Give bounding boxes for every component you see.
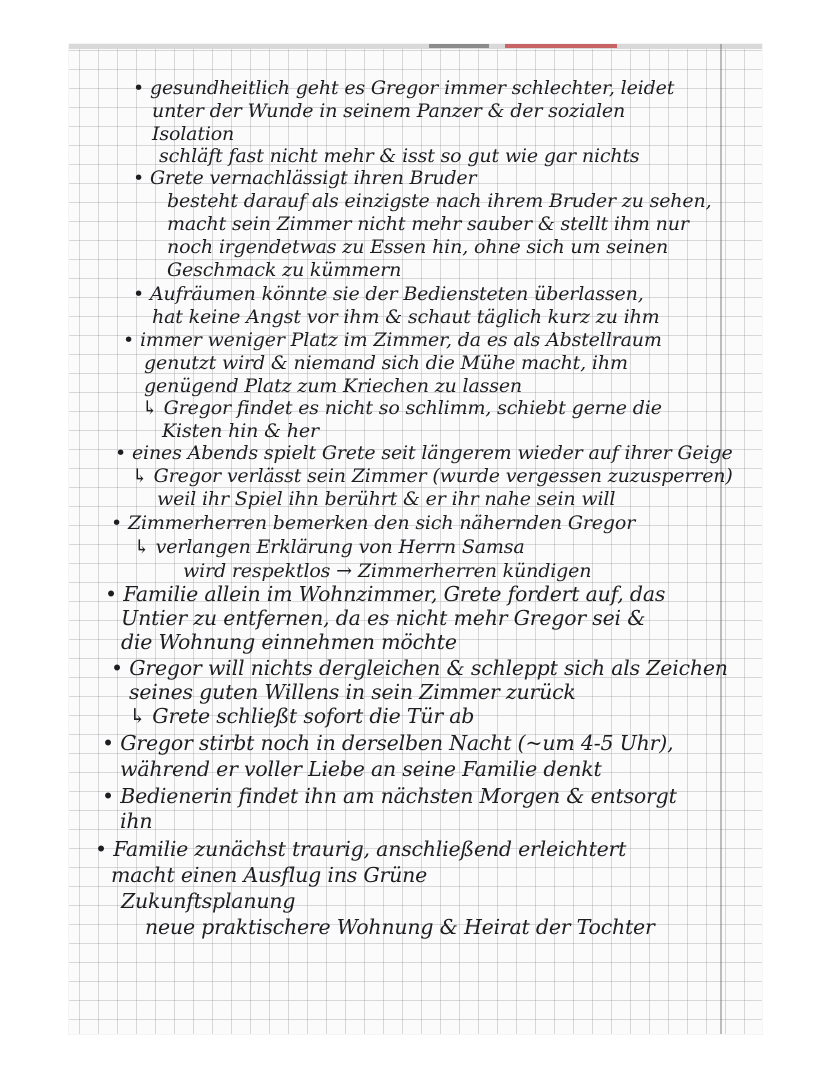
- note-line: hat keine Angst vor ihm & schaut täglich kurz zu ihm: [152, 306, 660, 328]
- note-line: macht sein Zimmer nicht mehr sauber & stellt ihm nur: [167, 213, 689, 235]
- note-line: weil ihr Spiel ihn berührt & er ihr nahe sein will: [157, 488, 616, 510]
- note-line: • gesundheitlich geht es Gregor immer schlechter, leidet: [133, 77, 675, 99]
- note-line: ↳ Gregor verlässt sein Zimmer (wurde vergessen zuzusperren): [132, 465, 733, 487]
- note-line: Geschmack zu kümmern: [167, 259, 402, 281]
- page-margin-line: [720, 44, 722, 1034]
- note-line: • Familie allein im Wohnzimmer, Grete fordert auf, das: [105, 582, 666, 606]
- page-top-mark-red: [505, 44, 617, 48]
- note-line: • immer weniger Platz im Zimmer, da es als Abstellraum: [123, 329, 662, 351]
- note-line: Kisten hin & her: [162, 420, 319, 442]
- note-line: wird respektlos → Zimmerherren kündigen: [183, 560, 592, 582]
- note-line: während er voller Liebe an seine Familie denkt: [120, 757, 602, 781]
- note-line: seines guten Willens in sein Zimmer zurück: [129, 680, 576, 704]
- page-top-edge: [69, 44, 762, 49]
- note-line: macht einen Ausflug ins Grüne: [111, 863, 428, 887]
- note-line: Isolation: [152, 123, 235, 145]
- note-line: • eines Abends spielt Grete seit längerem wieder auf ihrer Geige: [115, 442, 733, 464]
- note-line: • Bedienerin findet ihn am nächsten Morgen & entsorgt: [102, 784, 677, 808]
- note-line: ↳ Gregor findet es nicht so schlimm, schiebt gerne die: [142, 397, 662, 419]
- note-line: die Wohnung einnehmen möchte: [121, 630, 457, 654]
- note-line: genutzt wird & niemand sich die Mühe macht, ihm: [144, 352, 628, 374]
- note-line: neue praktischere Wohnung & Heirat der Tochter: [145, 915, 655, 939]
- notebook-page: [69, 44, 762, 1034]
- note-line: • Gregor will nichts dergleichen & schleppt sich als Zeichen: [111, 656, 728, 680]
- note-line: Untier zu entfernen, da es nicht mehr Gregor sei &: [121, 606, 646, 630]
- note-line: • Grete vernachlässigt ihren Bruder: [133, 167, 477, 189]
- note-line: genügend Platz zum Kriechen zu lassen: [144, 375, 523, 397]
- page-top-mark-gray: [429, 44, 489, 48]
- note-line: ↳ verlangen Erklärung von Herrn Samsa: [134, 536, 525, 558]
- note-line: • Familie zunächst traurig, anschließend erleichtert: [95, 837, 627, 861]
- note-line: ↳ Grete schließt sofort die Tür ab: [129, 704, 475, 728]
- note-line: schläft fast nicht mehr & isst so gut wie gar nichts: [159, 145, 640, 167]
- note-line: • Aufräumen könnte sie der Bediensteten überlassen,: [133, 283, 644, 305]
- note-line: ihn: [120, 809, 153, 833]
- note-line: besteht darauf als einzigste nach ihrem Bruder zu sehen,: [167, 190, 712, 212]
- note-line: Zukunftsplanung: [121, 889, 296, 913]
- note-line: unter der Wunde in seinem Panzer & der sozialen: [152, 100, 626, 122]
- note-line: noch irgendetwas zu Essen hin, ohne sich um seinen: [167, 236, 669, 258]
- note-line: • Zimmerherren bemerken den sich nähernden Gregor: [111, 512, 636, 534]
- note-line: • Gregor stirbt noch in derselben Nacht (~um 4-5 Uhr),: [102, 731, 674, 755]
